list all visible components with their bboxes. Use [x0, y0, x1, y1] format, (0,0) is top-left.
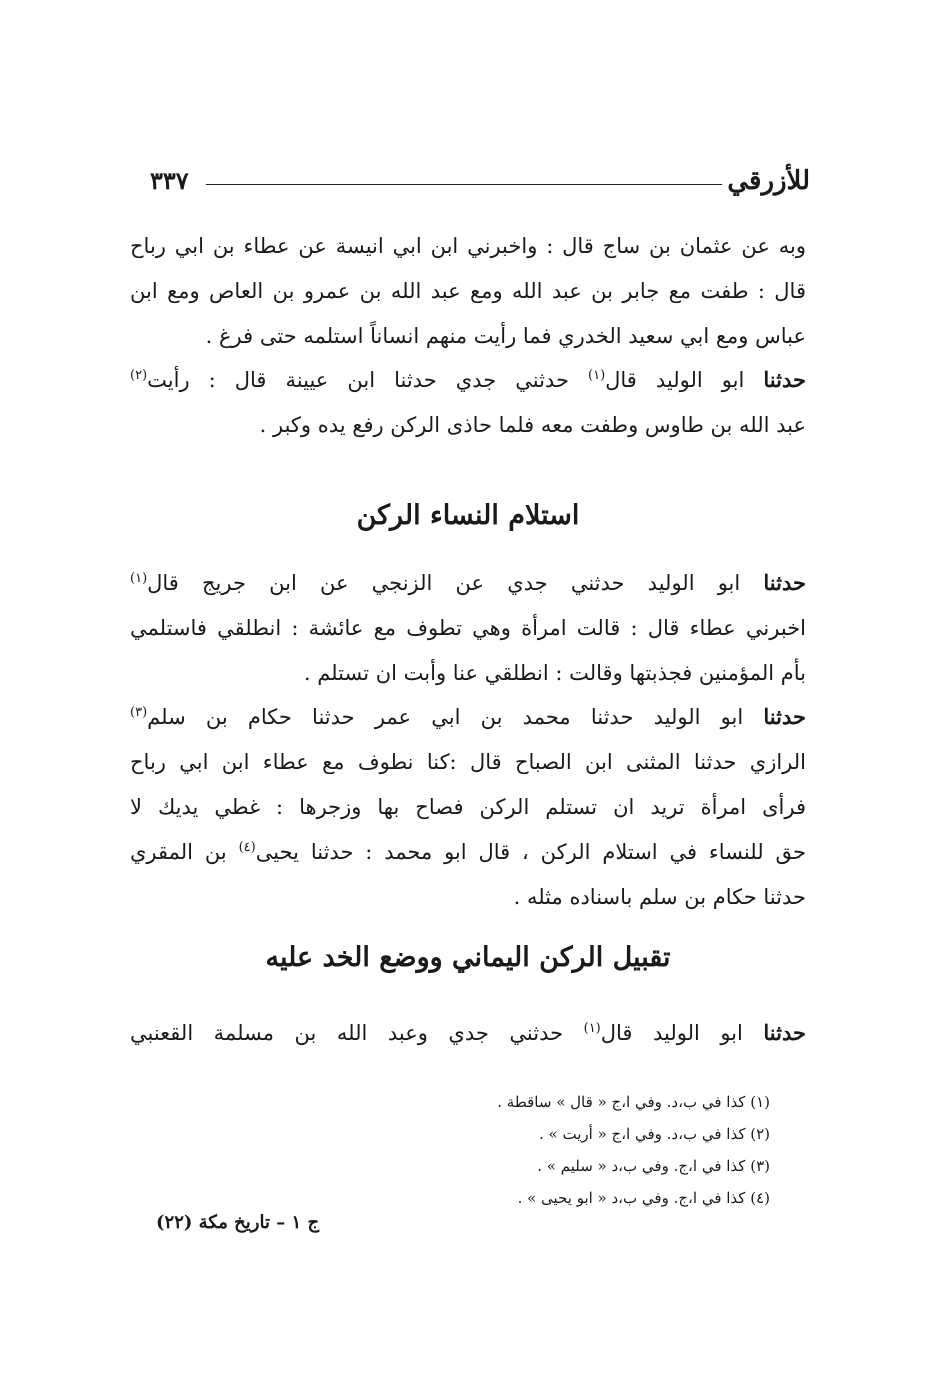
text-line: اخبرني عطاء قال : قالت امرأة وهي تطوف مع عائشة : انطلقي فاستلمي — [130, 616, 806, 640]
text-segment: ابو الوليد قال — [600, 1021, 743, 1045]
text-segment: حق للنساء في استلام الركن ، قال ابو محمد : حدثنا يحيى — [255, 840, 806, 864]
footnote: (١) كذا في ب،د. وفي ا،ج « قال » ساقطة . — [497, 1093, 770, 1111]
footnote: (٣) كذا في ا،ج. وفي ب،د « سليم » . — [537, 1157, 770, 1175]
text-segment: حدثني جدي حدثنا ابن عيينة قال : رأيت — [147, 368, 569, 392]
footnote-marker: (٣) — [130, 705, 148, 720]
footnote-marker: (١) — [583, 1021, 601, 1036]
hadith-lead: حدثنا — [763, 1020, 806, 1045]
hadith-lead: حدثنا — [763, 367, 806, 392]
hadith-lead: حدثنا — [763, 570, 806, 595]
printer-signature: ج ١ – تاريخ مكة (٢٢) — [156, 1212, 320, 1233]
footnote: (٤) كذا في ا،ج. وفي ب،د « ابو يحيى » . — [517, 1189, 770, 1207]
text-segment: ابو الوليد حدثنا محمد بن ابي عمر حدثنا حكام بن سلم — [147, 705, 744, 729]
page-number: ٣٣٧ — [150, 166, 189, 195]
text-line: حدثنا حكام بن سلم باسناده مثله . — [513, 885, 806, 909]
text-line — [130, 357, 806, 403]
paragraph-ibn-saj — [130, 224, 806, 359]
text-segment: ابو الوليد حدثني جدي عن الزنجي عن ابن جريج قال — [147, 571, 741, 595]
text-line: عباس ومع ابي سعيد الخدري فما رأيت منهم انساناً استلمه حتى فرغ . — [205, 324, 806, 348]
section-heading: استلام النساء الركن — [356, 500, 580, 531]
header-rule — [206, 184, 722, 185]
paragraph-ata — [130, 694, 806, 920]
footnote-marker: (١) — [588, 368, 606, 383]
text-line: فرأى امرأة تريد ان تستلم الركن فصاح بها وزجرها : غطي يديك لا — [130, 795, 806, 819]
text-segment: بن المقري — [130, 840, 227, 864]
running-header — [150, 166, 810, 202]
text-line: الرازي حدثنا المثنى ابن الصباح قال :كنا نطوف مع عطاء ابن ابي رباح — [130, 750, 806, 774]
paragraph-ibn-tawus — [130, 357, 806, 448]
running-title: للأزرقي — [727, 166, 810, 196]
text-line — [130, 1010, 806, 1056]
footnote-marker: (٤) — [238, 840, 256, 855]
text-segment: حدثني جدي وعبد الله بن مسلمة القعنبي — [130, 1021, 564, 1045]
hadith-lead: حدثنا — [763, 704, 806, 729]
footnote-marker: (١) — [130, 571, 148, 586]
text-line: قال : طفت مع جابر بن عبد الله ومع عبد الله بن عمرو بن العاص ومع ابن — [130, 279, 806, 303]
footnotes — [440, 1086, 770, 1214]
paragraph-qanabi — [130, 1010, 806, 1056]
text-line — [130, 694, 806, 740]
text-line: عبد الله بن طاوس وطفت معه فلما حاذى الركن رفع يده وكبر . — [259, 413, 806, 437]
text-line: وبه عن عثمان بن ساج قال : واخبرني ابن ابي انيسة عن عطاء بن ابي رباح — [130, 234, 806, 258]
paragraph-aisha — [130, 560, 806, 696]
text-line — [130, 560, 806, 606]
section-heading: تقبيل الركن اليماني ووضع الخد عليه — [265, 942, 671, 973]
text-line: بأم المؤمنين فجذبتها وقالت : انطلقي عنا وأبت ان تستلم . — [303, 661, 806, 685]
footnote-marker: (٢) — [130, 368, 148, 383]
footnote: (٢) كذا في ب،د. وفي ا،ج « أريت » . — [539, 1125, 770, 1143]
text-segment: ابو الوليد قال — [605, 368, 745, 392]
text-line — [130, 830, 806, 875]
